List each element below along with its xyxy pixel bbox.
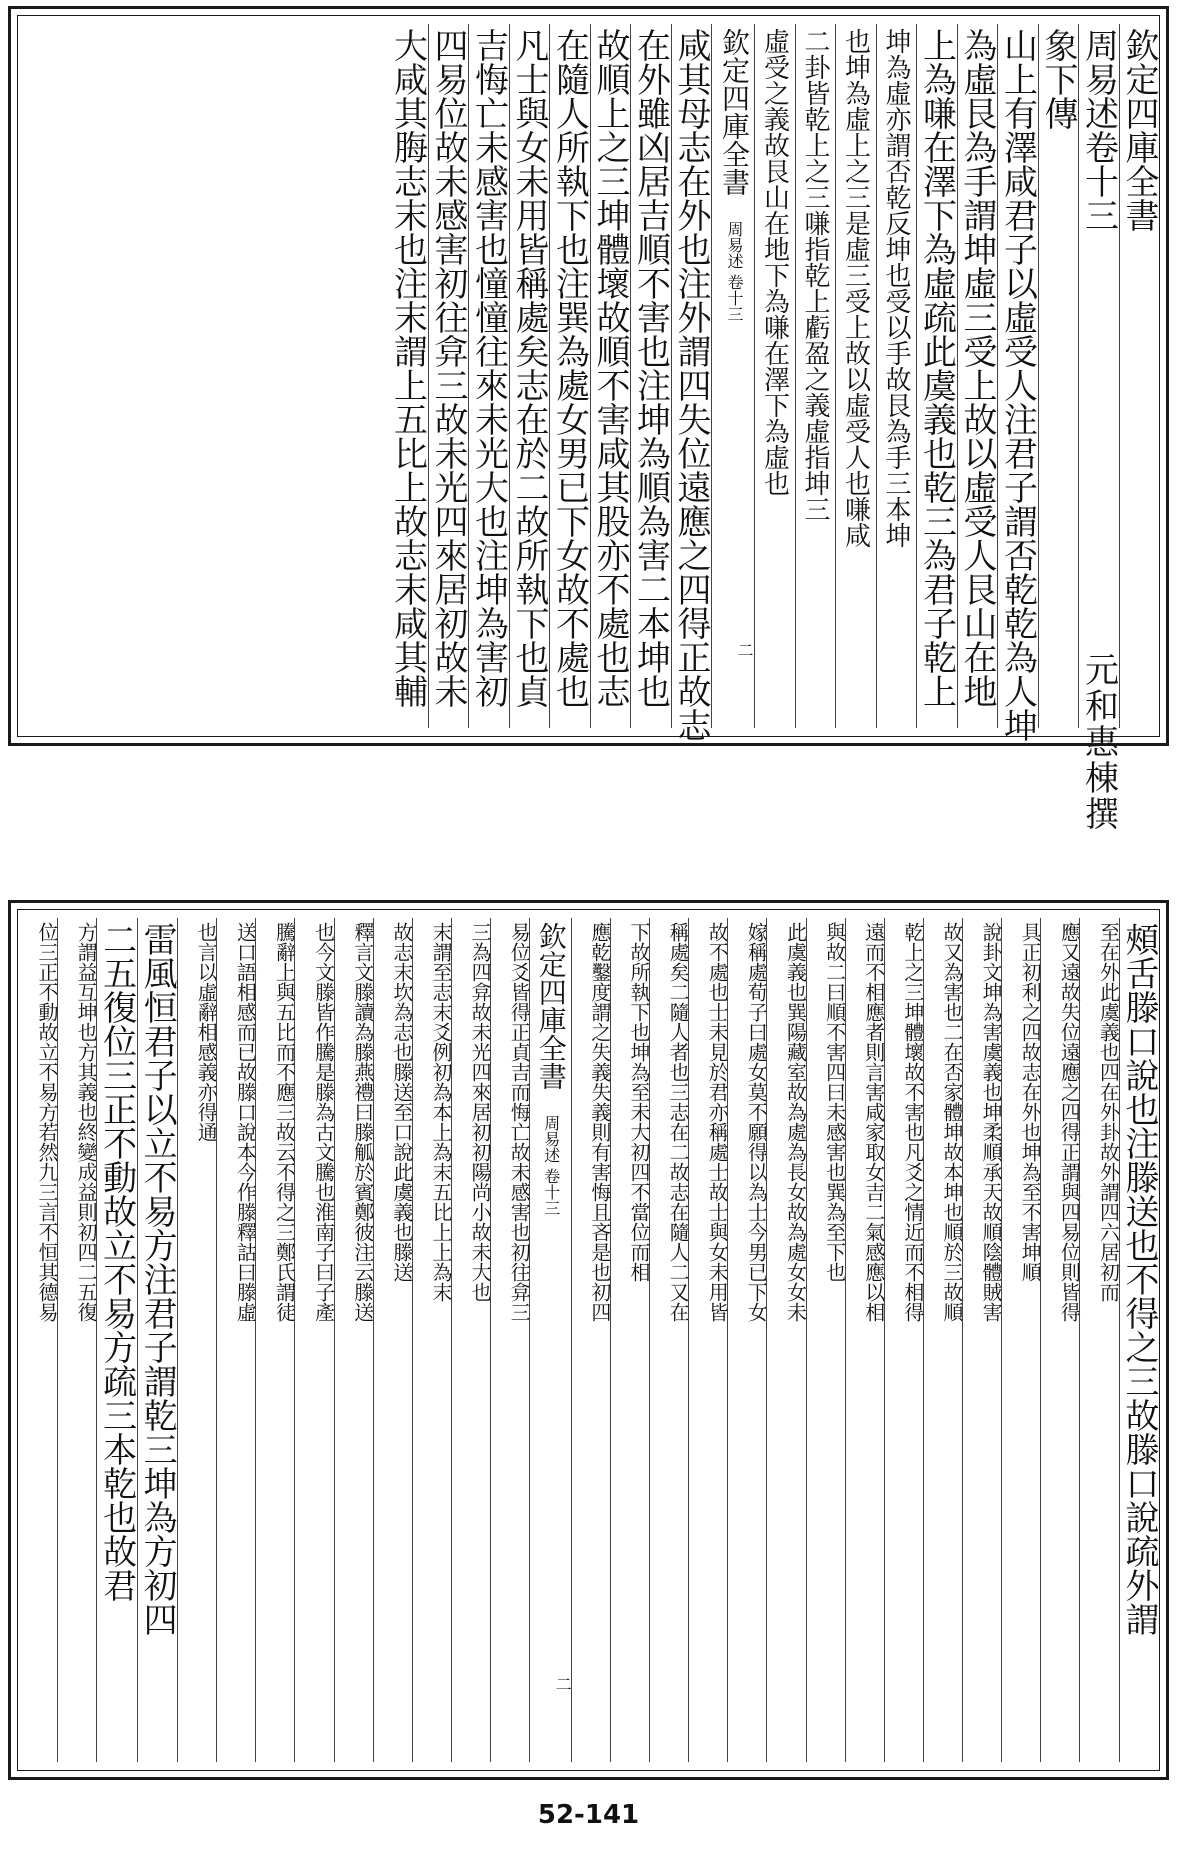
text-column: 說卦文坤為害虞義也坤柔順承天故順陰體賊害 <box>962 918 1001 1762</box>
text-column: 易位爻皆得正貞吉而悔亡故未感害也初往弇三 <box>490 918 529 1762</box>
text-column: 嫁稱處荀子曰處女莫不願得以為士今男已下女 <box>727 918 766 1762</box>
page-code-footer: 52-141 <box>537 1800 640 1830</box>
text-column: 三為四弇故未光四來居初初陽尚小故未大也 <box>451 918 490 1762</box>
top-page-columns <box>18 24 1159 832</box>
text-column: 應乾鑿度謂之失義失義則有害悔且吝是也初四 <box>571 918 610 1762</box>
bottom-page-frame <box>17 909 1160 1771</box>
top-page-frame <box>17 15 1160 832</box>
text-column: 坤為虛亦謂否乾反坤也受以手故艮為手三本坤 <box>876 24 917 728</box>
text-column: 方謂益互坤也方其義也終變成益則初四二五復 <box>57 918 96 1762</box>
section-title-column: 象下傳 <box>1038 24 1079 728</box>
text-column: 故志末坎為志也滕送至口說此虞義也滕送 <box>373 918 412 1762</box>
text-column: 為虛艮為手謂坤虛三受上故以虛受人艮山在地 <box>957 24 998 728</box>
text-column: 故不處也士未見於君亦稱處士故士與女未用皆 <box>688 918 727 1762</box>
text-column: 下故所執下也坤為至未大初四不當位而相 <box>610 918 649 1762</box>
text-column: 騰辭上與五比而不應三故云不得之三鄭氏謂徒 <box>255 918 294 1762</box>
text-column: 也坤為虛上之三是虛三受上故以虛受人也嗛咸 <box>835 24 876 728</box>
top-page-panel <box>8 6 1169 832</box>
text-column: 位三正不動故立不易方若然九三言不恒其德易 <box>34 922 59 1322</box>
text-column: 上為嗛在澤下為虛疏此虞義也乾三為君子乾上 <box>916 24 957 728</box>
page-fold-center <box>529 918 571 1762</box>
text-column: 應又遠故失位遠應之四得正謂與四易位則皆得 <box>1040 918 1079 1762</box>
text-column: 凡士與女未用皆稱處矣志在於二故所執下也貞 <box>509 24 550 728</box>
fold-page-number: 二 <box>553 1676 573 1692</box>
text-column: 至在外此虞義也四在外卦故外謂四六居初而 <box>1079 918 1118 1762</box>
text-column: 二五復位三正不動故立不易方疏三本乾也故君 <box>96 918 137 1762</box>
text-column: 乾上之三坤體壞故不害也凡爻之情近而不相得 <box>884 918 923 1762</box>
author-credit: 元和惠棟撰 <box>1078 652 1119 832</box>
fold-volume-label: 周易述 卷十三 <box>725 220 744 322</box>
fold-book-title: 欽定四庫全書 <box>718 28 751 196</box>
text-column: 頰舌滕口說也注滕送也不得之三故滕口說疏外謂 <box>1119 918 1160 1762</box>
text-column: 具正初利之四故志在外也坤為至不害坤順 <box>1001 918 1040 1762</box>
text-column: 也言以虛辭相感義亦得通 <box>177 918 216 1762</box>
book-title-column: 欽定四庫全書 <box>1119 24 1160 728</box>
text-column: 咸其母志在外也注外謂四失位遠應之四得正故志 <box>671 24 712 728</box>
bottom-page-columns <box>18 918 1159 1762</box>
volume-title: 周易述卷十三 <box>1078 28 1119 232</box>
text-column: 山上有澤咸君子以虛受人注君子謂否乾乾為人坤 <box>997 24 1038 728</box>
text-column: 此虞義也巽陽藏室故為處為長女故為處女女未 <box>766 918 805 1762</box>
text-column: 釋言文滕讀為滕燕禮曰滕觚於賓鄭彼注云滕送 <box>334 918 373 1762</box>
fold-volume-label: 周易述 卷十三 <box>541 1114 561 1216</box>
text-column: 稱處矣二隨人者也三志在二故志在隨人二又在 <box>649 918 688 1762</box>
text-column: 送口語相感而已故滕口說本今作滕釋詁曰滕虛 <box>216 918 255 1762</box>
text-column: 二卦皆乾上之三嗛指乾上虧盈之義虛指坤三 <box>795 24 836 728</box>
text-column: 四易位故未感害初往弇三故未光四來居初故未 <box>428 24 469 728</box>
text-column: 末謂至志末爻例初為本上為末五比上上為末 <box>412 918 451 1762</box>
bottom-page-panel <box>8 900 1169 1780</box>
text-column: 在外雖凶居吉順不害也注坤為順為害二本坤也 <box>630 24 671 728</box>
text-column: 遠而不相應者則言害咸家取女吉二氣感應以相 <box>845 918 884 1762</box>
volume-title-column <box>1078 24 1119 832</box>
text-column: 虛受之義故艮山在地下為嗛在澤下為虛也 <box>754 24 795 728</box>
text-column: 雷風恒君子以立不易方注君子謂乾三坤為方初四 <box>137 918 178 1762</box>
text-column: 與故二曰順不害四曰未感害也巽為至下也 <box>806 918 845 1762</box>
text-column: 大咸其脢志末也注末謂上五比上故志末咸其輔 <box>387 28 428 708</box>
page-fold-center <box>711 24 754 728</box>
text-column: 故又為害也二在否家體坤故本坤也順於三故順 <box>923 918 962 1762</box>
text-column: 在隨人所執下也注巽為處女男已下女故不處也 <box>549 24 590 728</box>
text-column: 吉悔亡未感害也憧憧往來未光大也注坤為害初 <box>468 24 509 728</box>
fold-book-title: 欽定四庫全書 <box>534 922 568 1090</box>
fold-page-number: 二 <box>735 642 754 658</box>
text-column: 也今文滕皆作騰是滕為古文騰也淮南子曰子產 <box>294 918 333 1762</box>
text-column: 故順上之三坤體壞故順不害咸其股亦不處也志 <box>590 24 631 728</box>
